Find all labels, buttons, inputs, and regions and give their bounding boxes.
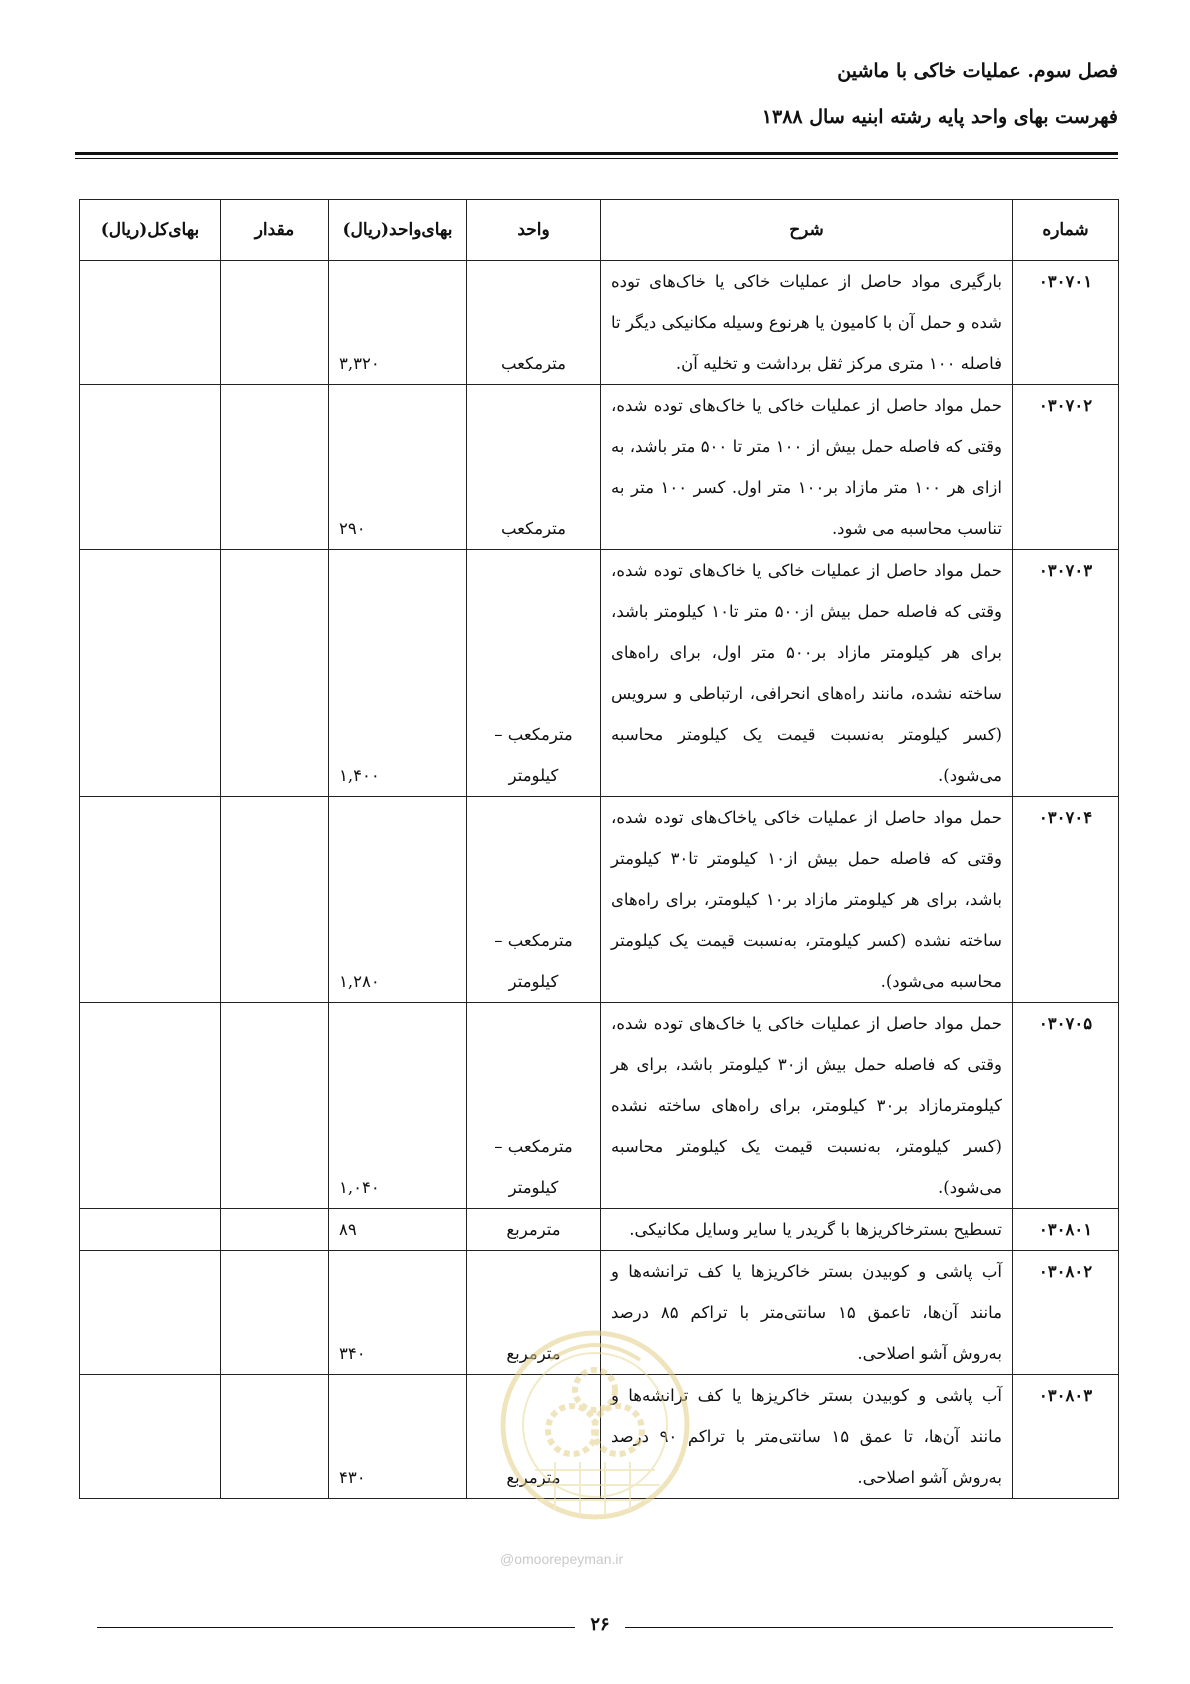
item-unit: مترمکعب <box>467 261 601 385</box>
item-unit-price: ۳,۳۲۰ <box>329 261 467 385</box>
unit-price-table <box>79 199 1119 1499</box>
item-quantity <box>221 1003 329 1209</box>
item-quantity <box>221 385 329 550</box>
item-quantity <box>221 550 329 797</box>
item-unit: مترمکعب – کیلومتر <box>467 550 601 797</box>
item-number: ۰۳۰۷۰۴ <box>1013 797 1119 1003</box>
table-row <box>80 385 1119 550</box>
item-unit: مترمربع <box>467 1375 601 1499</box>
watermark-text: @omoorepeyman.ir <box>500 1551 624 1567</box>
item-total-price <box>80 1003 221 1209</box>
table-row <box>80 261 1119 385</box>
item-unit-price: ۴۳۰ <box>329 1375 467 1499</box>
column-header-total-price: بهای‌کل(ریال) <box>80 200 221 261</box>
footer-divider-left <box>97 1627 575 1628</box>
table-row <box>80 1251 1119 1375</box>
item-number: ۰۳۰۸۰۲ <box>1013 1251 1119 1375</box>
table-row <box>80 1003 1119 1209</box>
item-description: حمل مواد حاصل از عملیات خاکی یاخاک‌های توده شده، وقتی که فاصله حمل بیش از۱۰ کیلومتر تا۳۰ کیلومتر باشد، برای هر کیلومتر مازاد بر۱۰ کیلومتر، برای راه‌های ساخته نشده (کسر کیلومتر، به‌نسبت قیمت یک کیلومتر محاسبه می‌شود). <box>601 797 1013 1003</box>
table-header-row <box>80 200 1119 261</box>
item-unit: مترمکعب <box>467 385 601 550</box>
item-unit-price: ۸۹ <box>329 1209 467 1251</box>
item-total-price <box>80 797 221 1003</box>
item-unit: مترمربع <box>467 1251 601 1375</box>
item-number: ۰۳۰۷۰۵ <box>1013 1003 1119 1209</box>
header-divider-thick <box>75 152 1118 155</box>
item-number: ۰۳۰۸۰۱ <box>1013 1209 1119 1251</box>
header-divider-thin <box>75 158 1118 159</box>
page-number: ۲۶ <box>590 1614 610 1635</box>
item-description: بارگیری مواد حاصل از عملیات خاکی یا خاک‌های توده شده و حمل آن با کامیون یا هرنوع وسیله مکانیکی دیگر تا فاصله ۱۰۰ متری مرکز ثقل برداشت و تخلیه آن. <box>601 261 1013 385</box>
footer-divider-right <box>625 1627 1113 1628</box>
item-unit: مترمربع <box>467 1209 601 1251</box>
item-quantity <box>221 1209 329 1251</box>
item-total-price <box>80 550 221 797</box>
item-number: ۰۳۰۸۰۳ <box>1013 1375 1119 1499</box>
table-row <box>80 1209 1119 1251</box>
chapter-title: فصل سوم. عملیات خاکی با ماشین <box>837 60 1118 82</box>
item-description: حمل مواد حاصل از عملیات خاکی یا خاک‌های توده شده، وقتی که فاصله حمل بیش از ۱۰۰ متر تا ۵۰۰ متر باشد، به ازای هر ۱۰۰ متر مازاد بر۱۰۰ متر اول. کسر ۱۰۰ متر به تناسب محاسبه می شود. <box>601 385 1013 550</box>
table-row <box>80 797 1119 1003</box>
column-header-quantity: مقدار <box>221 200 329 261</box>
item-description: آب پاشی و کوبیدن بستر خاکریزها یا کف ترانشه‌ها و مانند آن‌ها، تا عمق ۱۵ سانتی‌متر با تراکم ۹۰ درصد به‌روش آشو اصلاحی. <box>601 1375 1013 1499</box>
item-total-price <box>80 1209 221 1251</box>
item-description: حمل مواد حاصل از عملیات خاکی یا خاک‌های توده شده، وقتی که فاصله حمل بیش از۳۰ کیلومتر باشد، برای هر کیلومترمازاد بر۳۰ کیلومتر، برای راه‌های ساخته نشده (کسر کیلومتر، به‌نسبت قیمت یک کیلومتر محاسبه می‌شود). <box>601 1003 1013 1209</box>
item-description: تسطیح بسترخاکریزها با گریدر یا سایر وسایل مکانیکی. <box>601 1209 1013 1251</box>
item-quantity <box>221 797 329 1003</box>
item-quantity <box>221 1375 329 1499</box>
item-description: آب پاشی و کوبیدن بستر خاکریزها یا کف ترانشه‌ها و مانند آن‌ها، تاعمق ۱۵ سانتی‌متر با تراکم ۸۵ درصد به‌روش آشو اصلاحی. <box>601 1251 1013 1375</box>
item-number: ۰۳۰۷۰۱ <box>1013 261 1119 385</box>
list-title: فهرست بهای واحد پایه رشته ابنیه سال ۱۳۸۸ <box>761 106 1118 128</box>
column-header-number: شماره <box>1013 200 1119 261</box>
column-header-unit: واحد <box>467 200 601 261</box>
item-total-price <box>80 1251 221 1375</box>
item-quantity <box>221 261 329 385</box>
page-header <box>762 58 1118 130</box>
item-description: حمل مواد حاصل از عملیات خاکی یا خاک‌های توده شده، وقتی که فاصله حمل بیش از۵۰۰ متر تا۱۰ کیلومتر باشد، برای هر کیلومتر مازاد بر۵۰۰ متر اول، برای راه‌های ساخته نشده، مانند راه‌های انحرافی، ارتباطی و سرویس (کسر کیلومتر به‌نسبت قیمت یک کیلومتر محاسبه می‌شود). <box>601 550 1013 797</box>
item-total-price <box>80 1375 221 1499</box>
item-number: ۰۳۰۷۰۲ <box>1013 385 1119 550</box>
item-number: ۰۳۰۷۰۳ <box>1013 550 1119 797</box>
column-header-description: شرح <box>601 200 1013 261</box>
item-quantity <box>221 1251 329 1375</box>
table-row <box>80 550 1119 797</box>
item-total-price <box>80 385 221 550</box>
table-row <box>80 1375 1119 1499</box>
item-unit-price: ۲۹۰ <box>329 385 467 550</box>
item-unit: مترمکعب – کیلومتر <box>467 1003 601 1209</box>
item-unit-price: ۱,۲۸۰ <box>329 797 467 1003</box>
item-unit-price: ۱,۴۰۰ <box>329 550 467 797</box>
item-unit: مترمکعب – کیلومتر <box>467 797 601 1003</box>
item-unit-price: ۱,۰۴۰ <box>329 1003 467 1209</box>
item-total-price <box>80 261 221 385</box>
column-header-unit-price: بهای‌واحد(ریال) <box>329 200 467 261</box>
item-unit-price: ۳۴۰ <box>329 1251 467 1375</box>
